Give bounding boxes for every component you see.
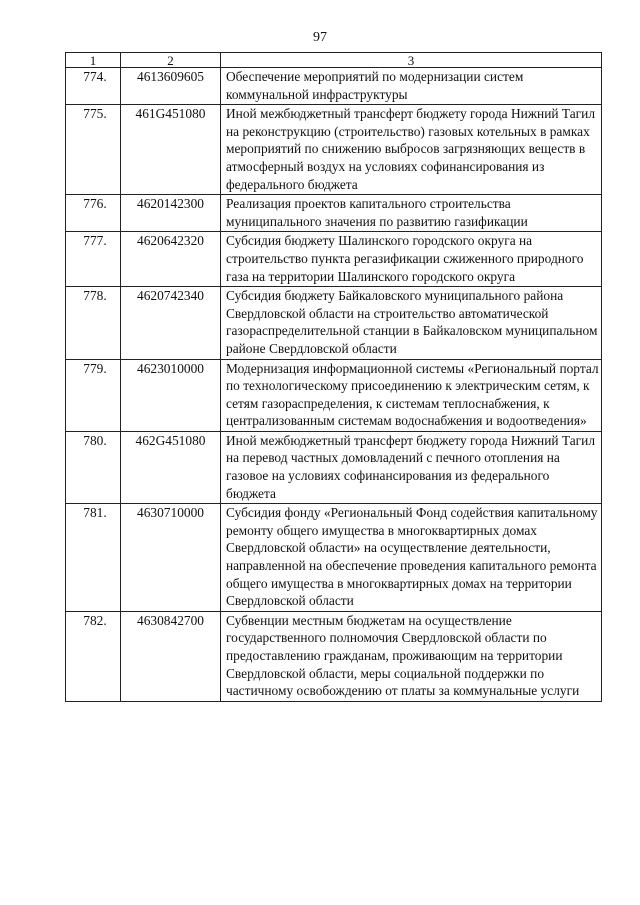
table-row: [66, 105, 602, 195]
row-number: 774.: [66, 68, 121, 105]
table-row: [66, 359, 602, 431]
table-row: [66, 611, 602, 701]
budget-classification-table: [65, 52, 602, 702]
table-row: [66, 195, 602, 232]
column-header-1: 1: [66, 53, 121, 68]
table-header-row: [66, 53, 602, 68]
row-description: Субсидия бюджету Шалинского городского округа на строительство пункта регазификации сжиженного природного газа на территории Шалинского городского округа: [221, 232, 602, 287]
row-description: Реализация проектов капитального строительства муниципального значения по развитию газификации: [221, 195, 602, 232]
target-code: 4620742340: [121, 287, 221, 359]
target-code: 4623010000: [121, 359, 221, 431]
table-row: [66, 431, 602, 503]
row-description: Иной межбюджетный трансферт бюджету города Нижний Тагил на перевод частных домовладений с печного отопления на газовое на условиях софинансирования из федерального бюджета: [221, 431, 602, 503]
column-header-3: 3: [221, 53, 602, 68]
target-code: 462G451080: [121, 431, 221, 503]
row-description: Субсидия фонду «Региональный Фонд содействия капитальному ремонту общего имущества в многоквартирных домах Свердловской области» на осуществление деятельности, направленной на обеспечение проведения капитального ремонта общего имущества в многоквартирных домах на территории Свердловской области: [221, 504, 602, 612]
row-number: 775.: [66, 105, 121, 195]
target-code: 4630710000: [121, 504, 221, 612]
table-row: [66, 68, 602, 105]
page-number: 97: [313, 30, 327, 45]
table-row: [66, 504, 602, 612]
row-description: Иной межбюджетный трансферт бюджету города Нижний Тагил на реконструкцию (строительство) газовых котельных в рамках мероприятий по снижению выбросов загрязняющих веществ в атмосферный воздух на условиях софинансирования из федерального бюджета: [221, 105, 602, 195]
row-number: 779.: [66, 359, 121, 431]
row-number: 776.: [66, 195, 121, 232]
row-number: 781.: [66, 504, 121, 612]
row-number: 780.: [66, 431, 121, 503]
target-code: 461G451080: [121, 105, 221, 195]
column-header-2: 2: [121, 53, 221, 68]
row-number: 778.: [66, 287, 121, 359]
target-code: 4630842700: [121, 611, 221, 701]
row-description: Модернизация информационной системы «Региональный портал по технологическому присоединению к электрическим сетям, к сетям газораспределения, к системам теплоснабжения, к централизованным системам водоснабжения и водоотведения»: [221, 359, 602, 431]
table-row: [66, 287, 602, 359]
row-description: Субсидия бюджету Байкаловского муниципального района Свердловской области на строительство автоматической газораспределительной станции в Байкаловском муниципальном районе Свердловской области: [221, 287, 602, 359]
row-description: Обеспечение мероприятий по модернизации систем коммунальной инфраструктуры: [221, 68, 602, 105]
row-description: Субвенции местным бюджетам на осуществление государственного полномочия Свердловской области по предоставлению гражданам, проживающим на территории Свердловской области, меры социальной поддержки по частичному освобождению от платы за коммунальные услуги: [221, 611, 602, 701]
target-code: 4613609605: [121, 68, 221, 105]
table-row: [66, 232, 602, 287]
target-code: 4620142300: [121, 195, 221, 232]
row-number: 777.: [66, 232, 121, 287]
target-code: 4620642320: [121, 232, 221, 287]
row-number: 782.: [66, 611, 121, 701]
